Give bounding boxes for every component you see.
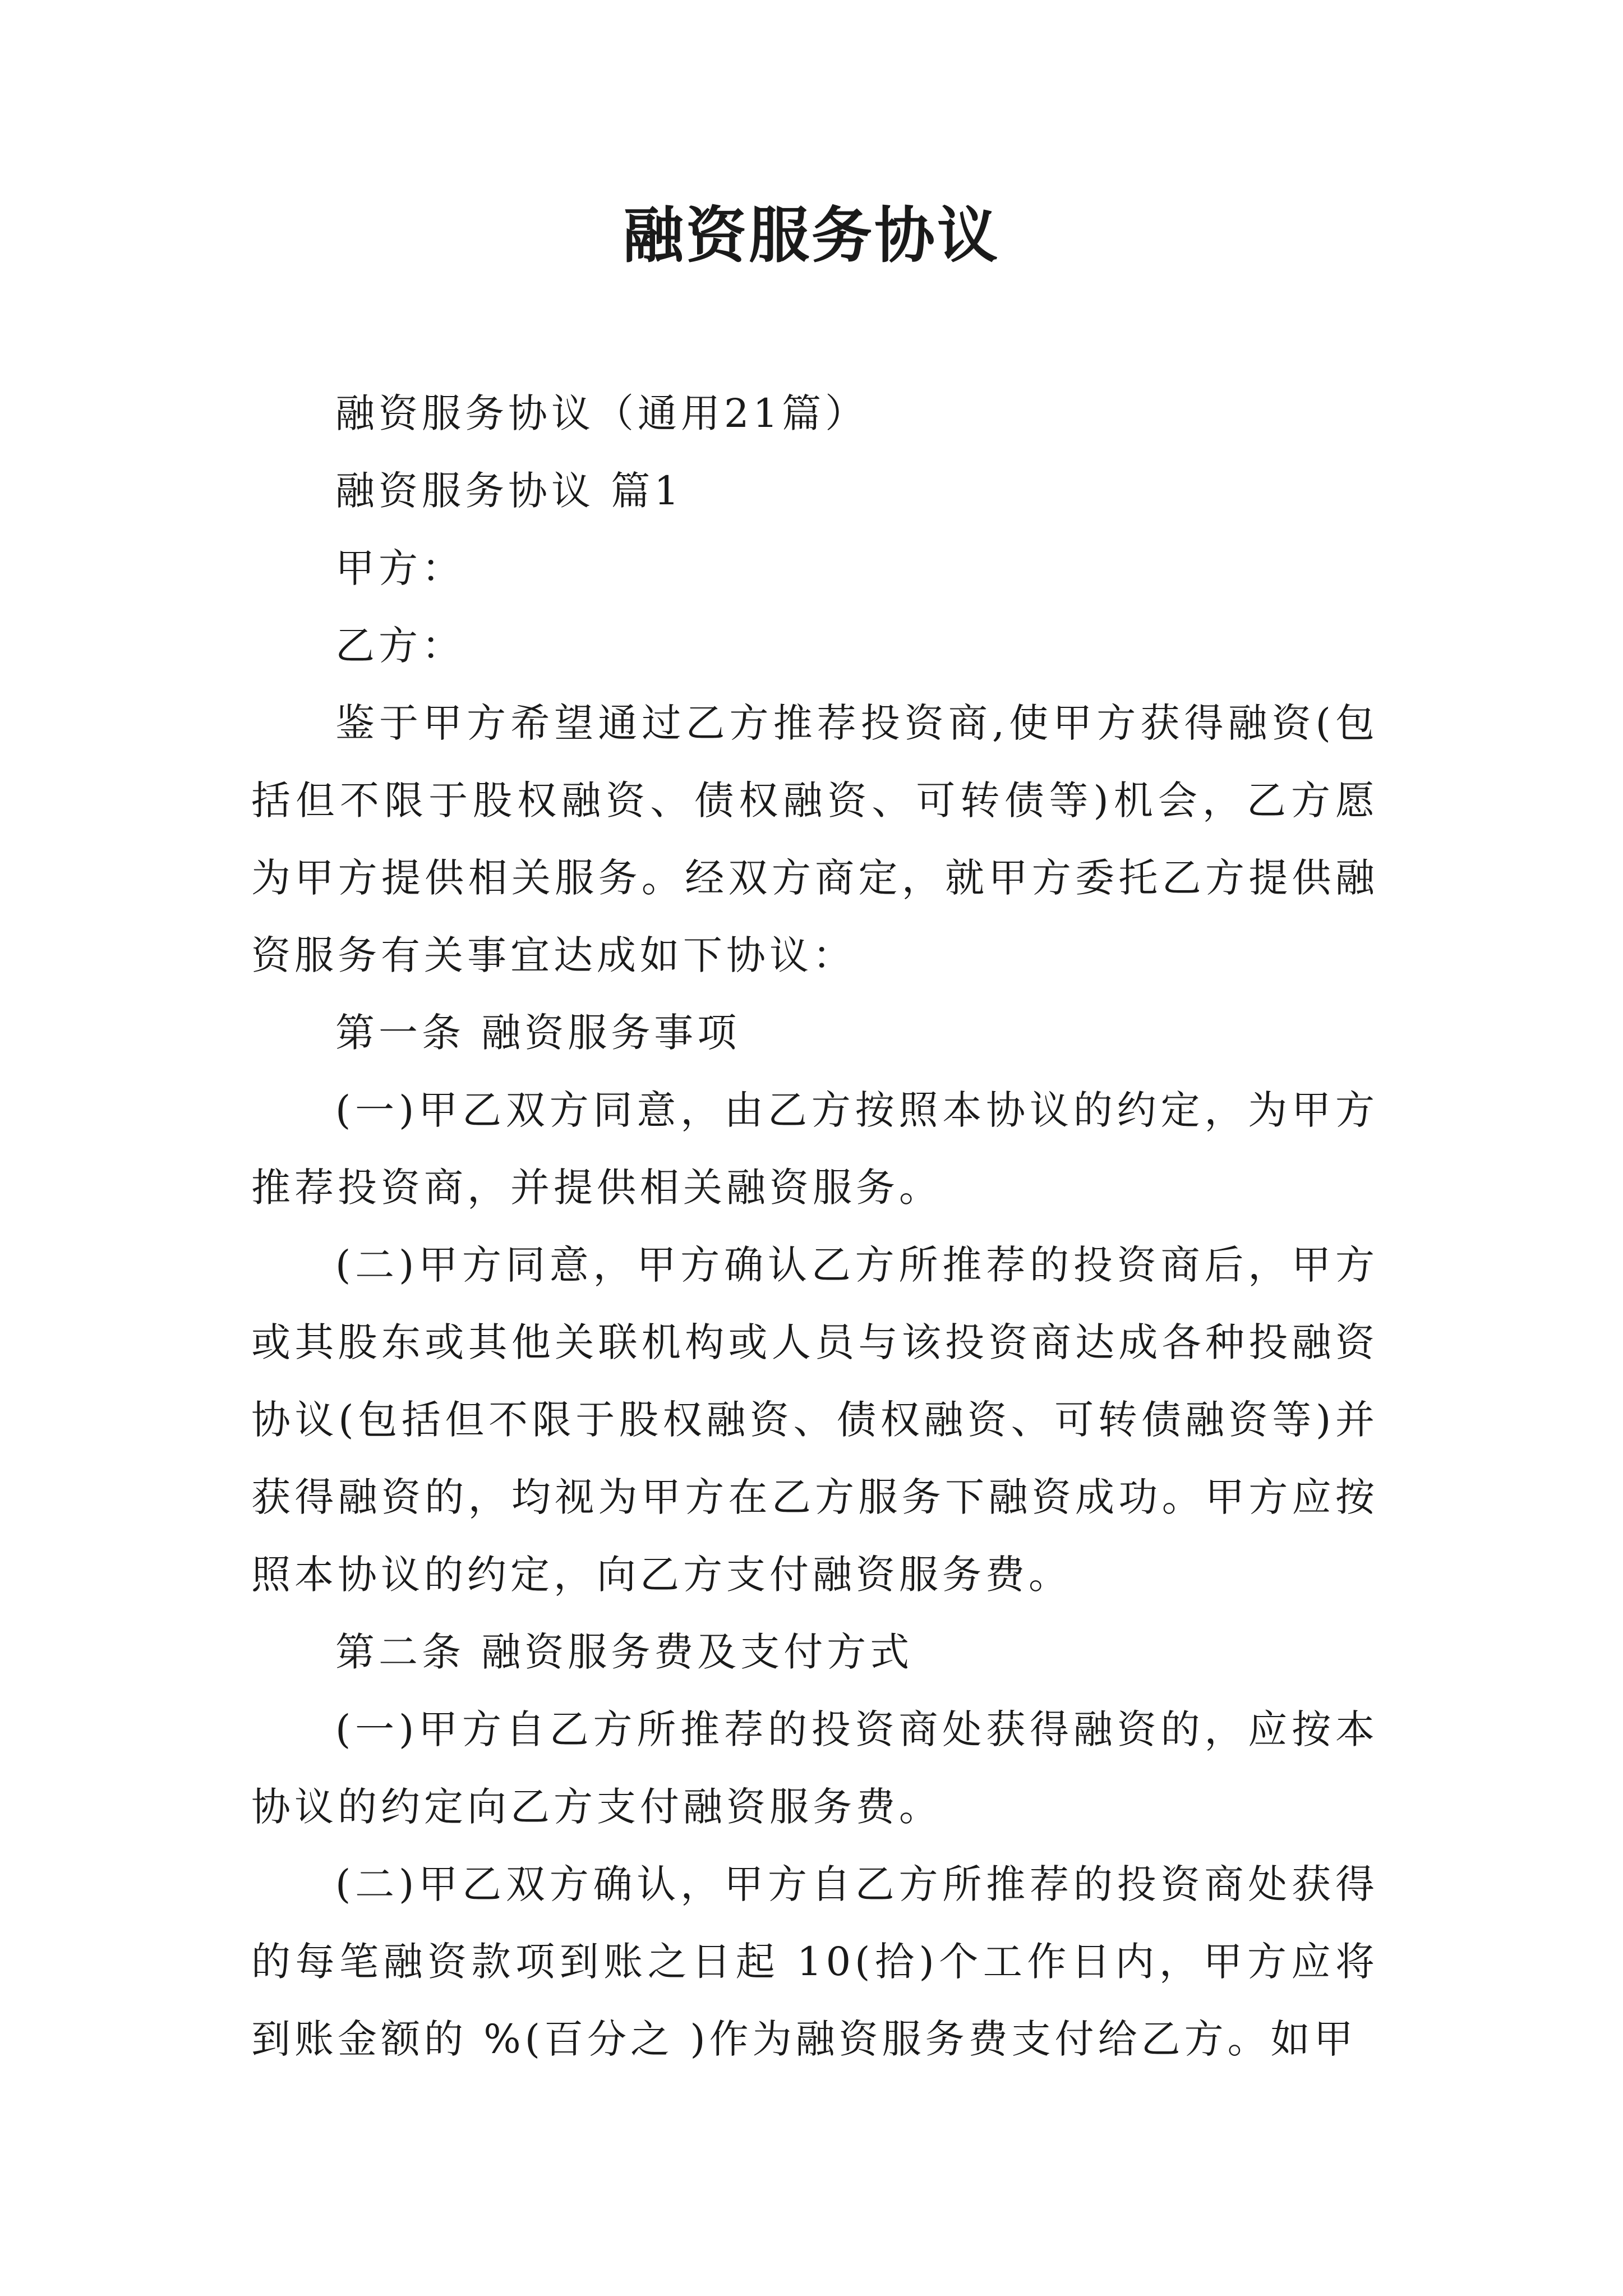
article-1-heading: 第一条 融资服务事项	[335, 1010, 741, 1056]
section-heading: 融资服务协议 篇1	[335, 468, 683, 514]
article-2-clause-1: (一)甲方自乙方所推荐的投资商处获得融资的，应按本协议的约定向乙方支付融资服务费。	[251, 1706, 1378, 1830]
article-2-heading: 第二条 融资服务费及支付方式	[335, 1629, 914, 1675]
party-b-line: 乙方：	[335, 623, 465, 669]
subtitle-paragraph: 融资服务协议（通用21篇）	[335, 390, 869, 436]
party-a-line: 甲方：	[335, 545, 465, 591]
document-title: 融资服务协议	[623, 200, 1000, 271]
document-body	[251, 375, 1378, 2078]
article-1-clause-1: (一)甲乙双方同意，由乙方按照本协议的约定，为甲方推荐投资商，并提供相关融资服务。	[251, 1087, 1378, 1211]
article-1-clause-2: (二)甲方同意，甲方确认乙方所推荐的投资商后，甲方或其股东或其他关联机构或人员与该投资商达成各种投融资协议(包括但不限于股权融资、债权融资、可转债融资等)并获得融资的，均视为甲方在乙方服务下融资成功。甲方应按照本协议的约定，向乙方支付融资服务费。	[251, 1242, 1378, 1598]
preamble-paragraph: 鉴于甲方希望通过乙方推荐投资商,使甲方获得融资(包括但不限于股权融资、债权融资、可转债等)机会，乙方愿为甲方提供相关服务。经双方商定，就甲方委托乙方提供融资服务有关事宜达成如下协议：	[251, 700, 1378, 978]
article-2-clause-2: (二)甲乙双方确认，甲方自乙方所推荐的投资商处获得的每笔融资款项到账之日起 10(拾)个工作日内，甲方应将到账金额的 %(百分之 )作为融资服务费支付给乙方。如甲	[251, 1861, 1378, 2062]
